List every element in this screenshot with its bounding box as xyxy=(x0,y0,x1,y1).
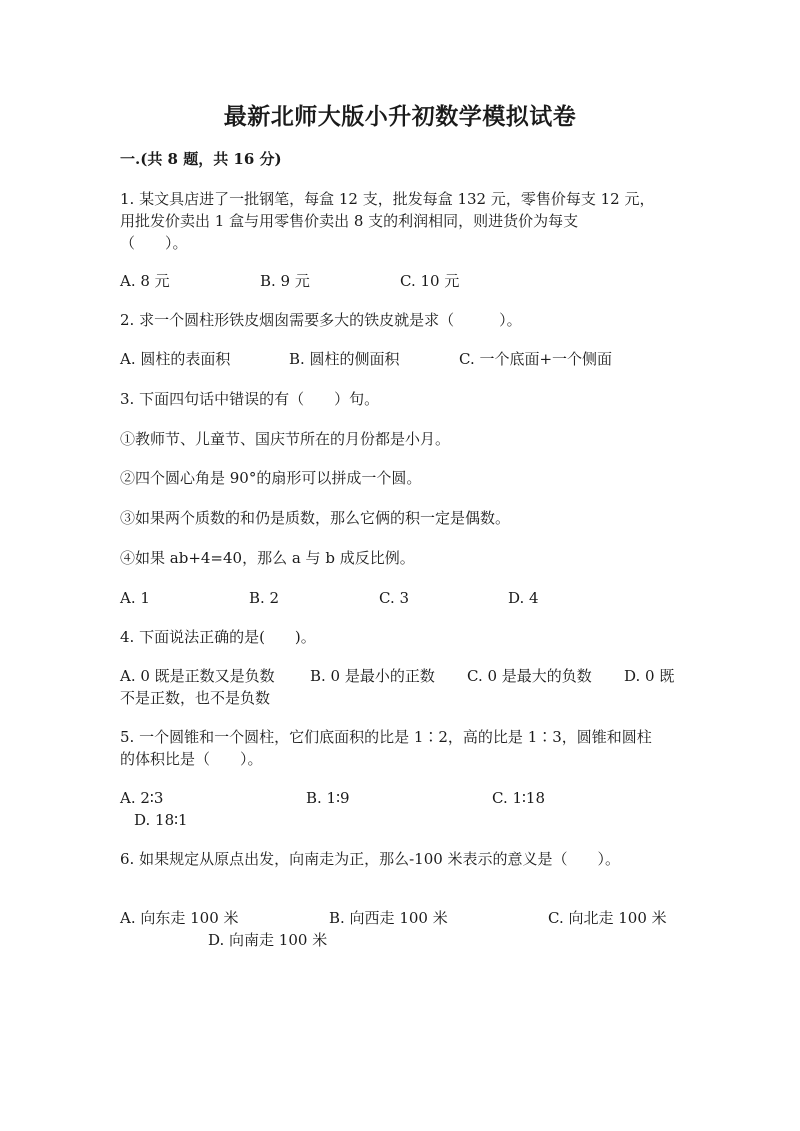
option-c: C. 向北走 100 米 xyxy=(548,909,667,927)
option-b: B. 2 xyxy=(249,589,280,607)
question-text: 4. 下面说法正确的是( )。 xyxy=(120,628,316,646)
option-d: D. 4 xyxy=(508,589,539,607)
option-d: D. 18∶1 xyxy=(134,811,188,829)
statement-1: ①教师节、儿童节、国庆节所在的月份都是小月。 xyxy=(120,430,451,448)
question-text: 5. 一个圆锥和一个圆柱，它们底面积的比是 1∶2，高的比是 1∶3，圆锥和圆柱 xyxy=(120,728,652,746)
question-text: （ ）。 xyxy=(120,234,188,252)
option-c: C. 3 xyxy=(379,589,410,607)
option-d: D. 0 既 xyxy=(624,667,675,685)
option-c: C. 1∶18 xyxy=(492,789,546,807)
option-c: C. 一个底面+一个侧面 xyxy=(459,350,613,368)
option-a: A. 圆柱的表面积 xyxy=(120,350,231,368)
statement-3: ③如果两个质数的和仍是质数，那么它俩的积一定是偶数。 xyxy=(120,509,511,527)
option-b: B. 圆柱的侧面积 xyxy=(289,350,400,368)
option-c: C. 0 是最大的负数 xyxy=(467,667,592,685)
option-b: B. 1∶9 xyxy=(306,789,350,807)
option-a: A. 1 xyxy=(120,589,150,607)
question-text: 3. 下面四句话中错误的有（ ）句。 xyxy=(120,390,380,408)
question-text: 6. 如果规定从原点出发，向南走为正，那么-100 米表示的意义是（ ）。 xyxy=(120,850,621,868)
option-d-continued: 不是正数，也不是负数 xyxy=(120,689,271,707)
statement-2: ②四个圆心角是 90°的扇形可以拼成一个圆。 xyxy=(120,469,422,487)
option-b: B. 向西走 100 米 xyxy=(329,909,448,927)
option-a: A. 8 元 xyxy=(120,272,170,290)
question-text: 的体积比是（ ）。 xyxy=(120,750,263,768)
option-d: D. 向南走 100 米 xyxy=(208,931,328,949)
option-b: B. 0 是最小的正数 xyxy=(310,667,435,685)
question-text: 2. 求一个圆柱形铁皮烟囱需要多大的铁皮就是求（ ）。 xyxy=(120,311,522,329)
option-a: A. 向东走 100 米 xyxy=(120,909,239,927)
option-a: A. 2∶3 xyxy=(120,789,164,807)
option-b: B. 9 元 xyxy=(260,272,310,290)
page-title: 最新北师大版小升初数学模拟试卷 xyxy=(223,103,577,130)
option-a: A. 0 既是正数又是负数 xyxy=(120,667,275,685)
question-text: 1. 某文具店进了一批钢笔，每盒 12 支，批发每盒 132 元，零售价每支 12 元， xyxy=(120,190,655,208)
statement-4: ④如果 ab+4=40，那么 a 与 b 成反比例。 xyxy=(120,549,415,567)
section-heading: 一.(共 8 题，共 16 分) xyxy=(120,150,282,168)
option-c: C. 10 元 xyxy=(400,272,460,290)
question-text: 用批发价卖出 1 盒与用零售价卖出 8 支的利润相同，则进货价为每支 xyxy=(120,212,579,230)
